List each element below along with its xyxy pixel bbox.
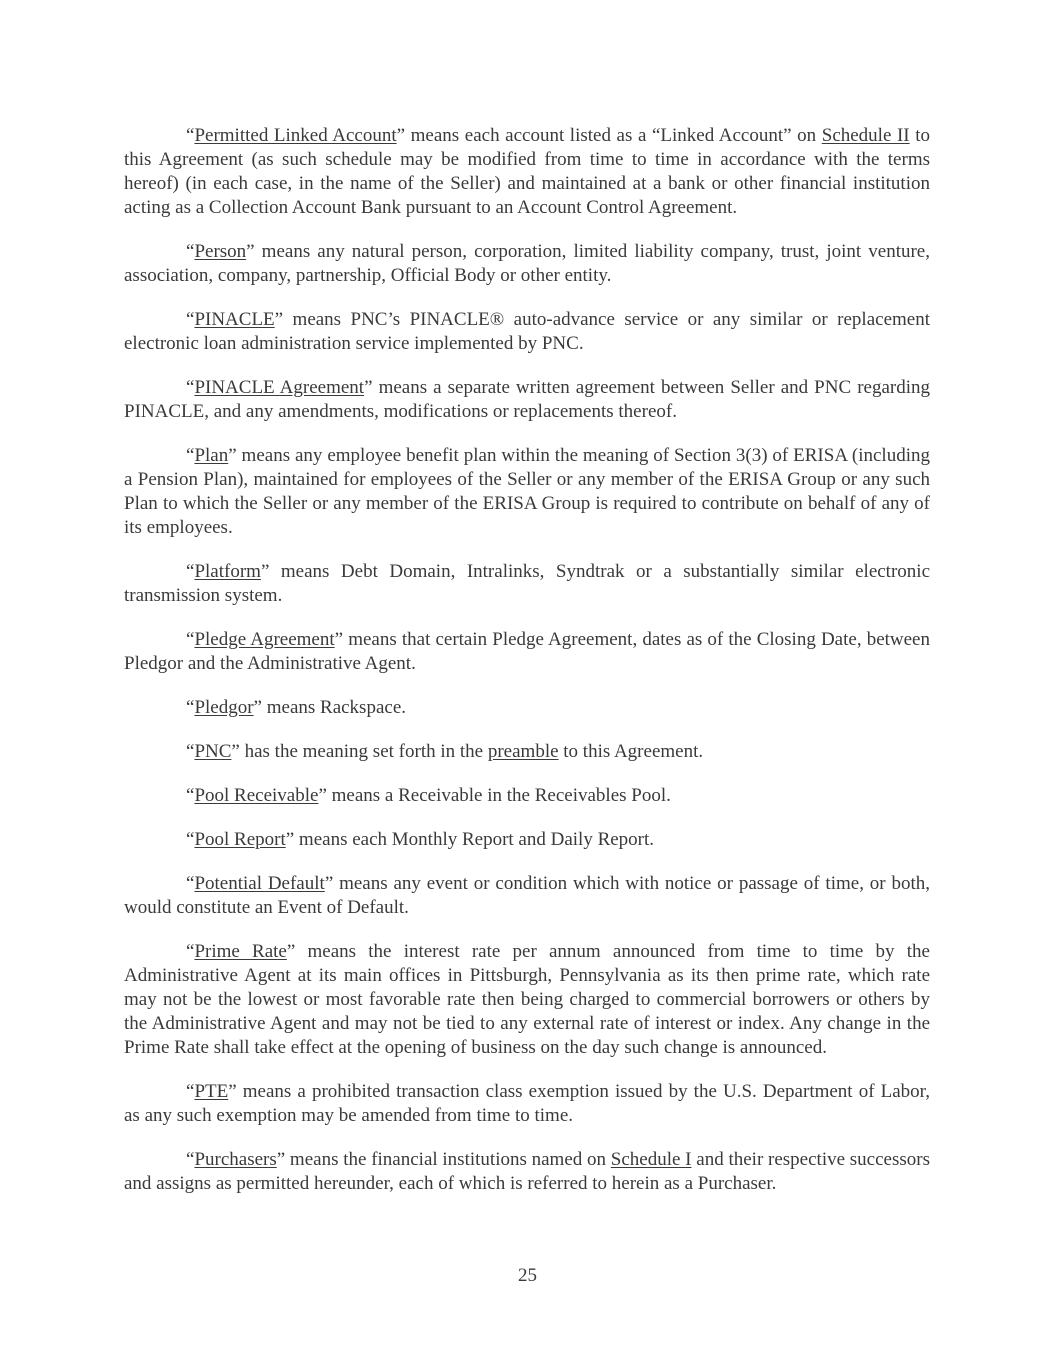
defined-term: Person (194, 241, 247, 262)
defined-term: Permitted Linked Account (194, 125, 397, 146)
definition-platform: “Platform” means Debt Domain, Intralinks, Syndtrak or a substantially similar electronic transmission system. (124, 561, 930, 606)
definition-purchasers: “Purchasers” means the financial institutions named on Schedule I and their respective successors and assigns as permitted hereunder, each of which is referred to herein as a Purchaser. (124, 1149, 930, 1194)
definition-pledge-agreement: “Pledge Agreement” means that certain Pledge Agreement, dates as of the Closing Date, between Pledgor and the Administrative Agent. (124, 629, 930, 674)
defined-term: Pool Receivable (194, 785, 319, 806)
defined-term: Pool Report (194, 829, 286, 850)
definition-pinacle: “PINACLE” means PNC’s PINACLE® auto-advance service or any similar or replacement electronic loan administration service implemented by PNC. (124, 309, 930, 354)
definition-permitted-linked-account: “Permitted Linked Account” means each account listed as a “Linked Account” on Schedule II to this Agreement (as such schedule may be modified from time to time in accordance with the terms hereof) (in each case, in the name of the Seller) and maintained at a bank or other financial institution acting as a Collection Account Bank pursuant to an Account Control Agreement. (124, 125, 931, 218)
cross-reference: Schedule II (821, 125, 910, 146)
defined-term: Pledgor (194, 697, 254, 718)
definition-pool-receivable: “Pool Receivable” means a Receivable in the Receivables Pool. (186, 785, 671, 806)
definition-potential-default: “Potential Default” means any event or condition which with notice or passage of time, or both, would constitute an Event of Default. (124, 873, 930, 918)
defined-term: PNC (194, 741, 232, 762)
definition-pte: “PTE” means a prohibited transaction class exemption issued by the U.S. Department of Labor, as any such exemption may be amended from time to time. (124, 1081, 930, 1126)
definition-pledgor: “Pledgor” means Rackspace. (186, 697, 407, 718)
defined-term: Platform (194, 561, 261, 582)
defined-term: Pledge Agreement (194, 629, 335, 650)
definition-pinacle-agreement: “PINACLE Agreement” means a separate written agreement between Seller and PNC regarding PINACLE, and any amendments, modifications or replacements thereof. (124, 377, 931, 422)
defined-term: PTE (194, 1081, 229, 1102)
definition-plan: “Plan” means any employee benefit plan within the meaning of Section 3(3) of ERISA (including a Pension Plan), maintained for employees of the Seller or any member of the ERISA Group or any such Plan to which the Seller or any member of the ERISA Group is required to contribute on behalf of any of its employees. (124, 445, 930, 538)
definition-pool-report: “Pool Report” means each Monthly Report and Daily Report. (186, 829, 655, 850)
page-number: 25 (518, 1265, 537, 1286)
defined-term: Plan (194, 445, 229, 466)
document-page (124, 124, 930, 1216)
defined-term: PINACLE Agreement (194, 377, 365, 398)
defined-term: PINACLE (194, 309, 275, 330)
cross-reference: Schedule I (610, 1149, 692, 1170)
defined-term: Prime Rate (194, 941, 287, 962)
cross-reference: preamble (487, 741, 559, 762)
definition-person: “Person” means any natural person, corporation, limited liability company, trust, joint venture, association, company, partnership, Official Body or other entity. (124, 241, 930, 286)
definition-pnc: “PNC” has the meaning set forth in the preamble to this Agreement. (186, 741, 704, 762)
definition-prime-rate: “Prime Rate” means the interest rate per annum announced from time to time by the Administrative Agent at its main offices in Pittsburgh, Pennsylvania as its then prime rate, which rate may not be the lowest or most favorable rate then being charged to commercial borrowers or others by the Administrative Agent and may not be tied to any external rate of interest or index. Any change in the Prime Rate shall take effect at the opening of business on the day such change is announced. (124, 941, 930, 1058)
defined-term: Purchasers (194, 1149, 277, 1170)
defined-term: Potential Default (194, 873, 325, 894)
